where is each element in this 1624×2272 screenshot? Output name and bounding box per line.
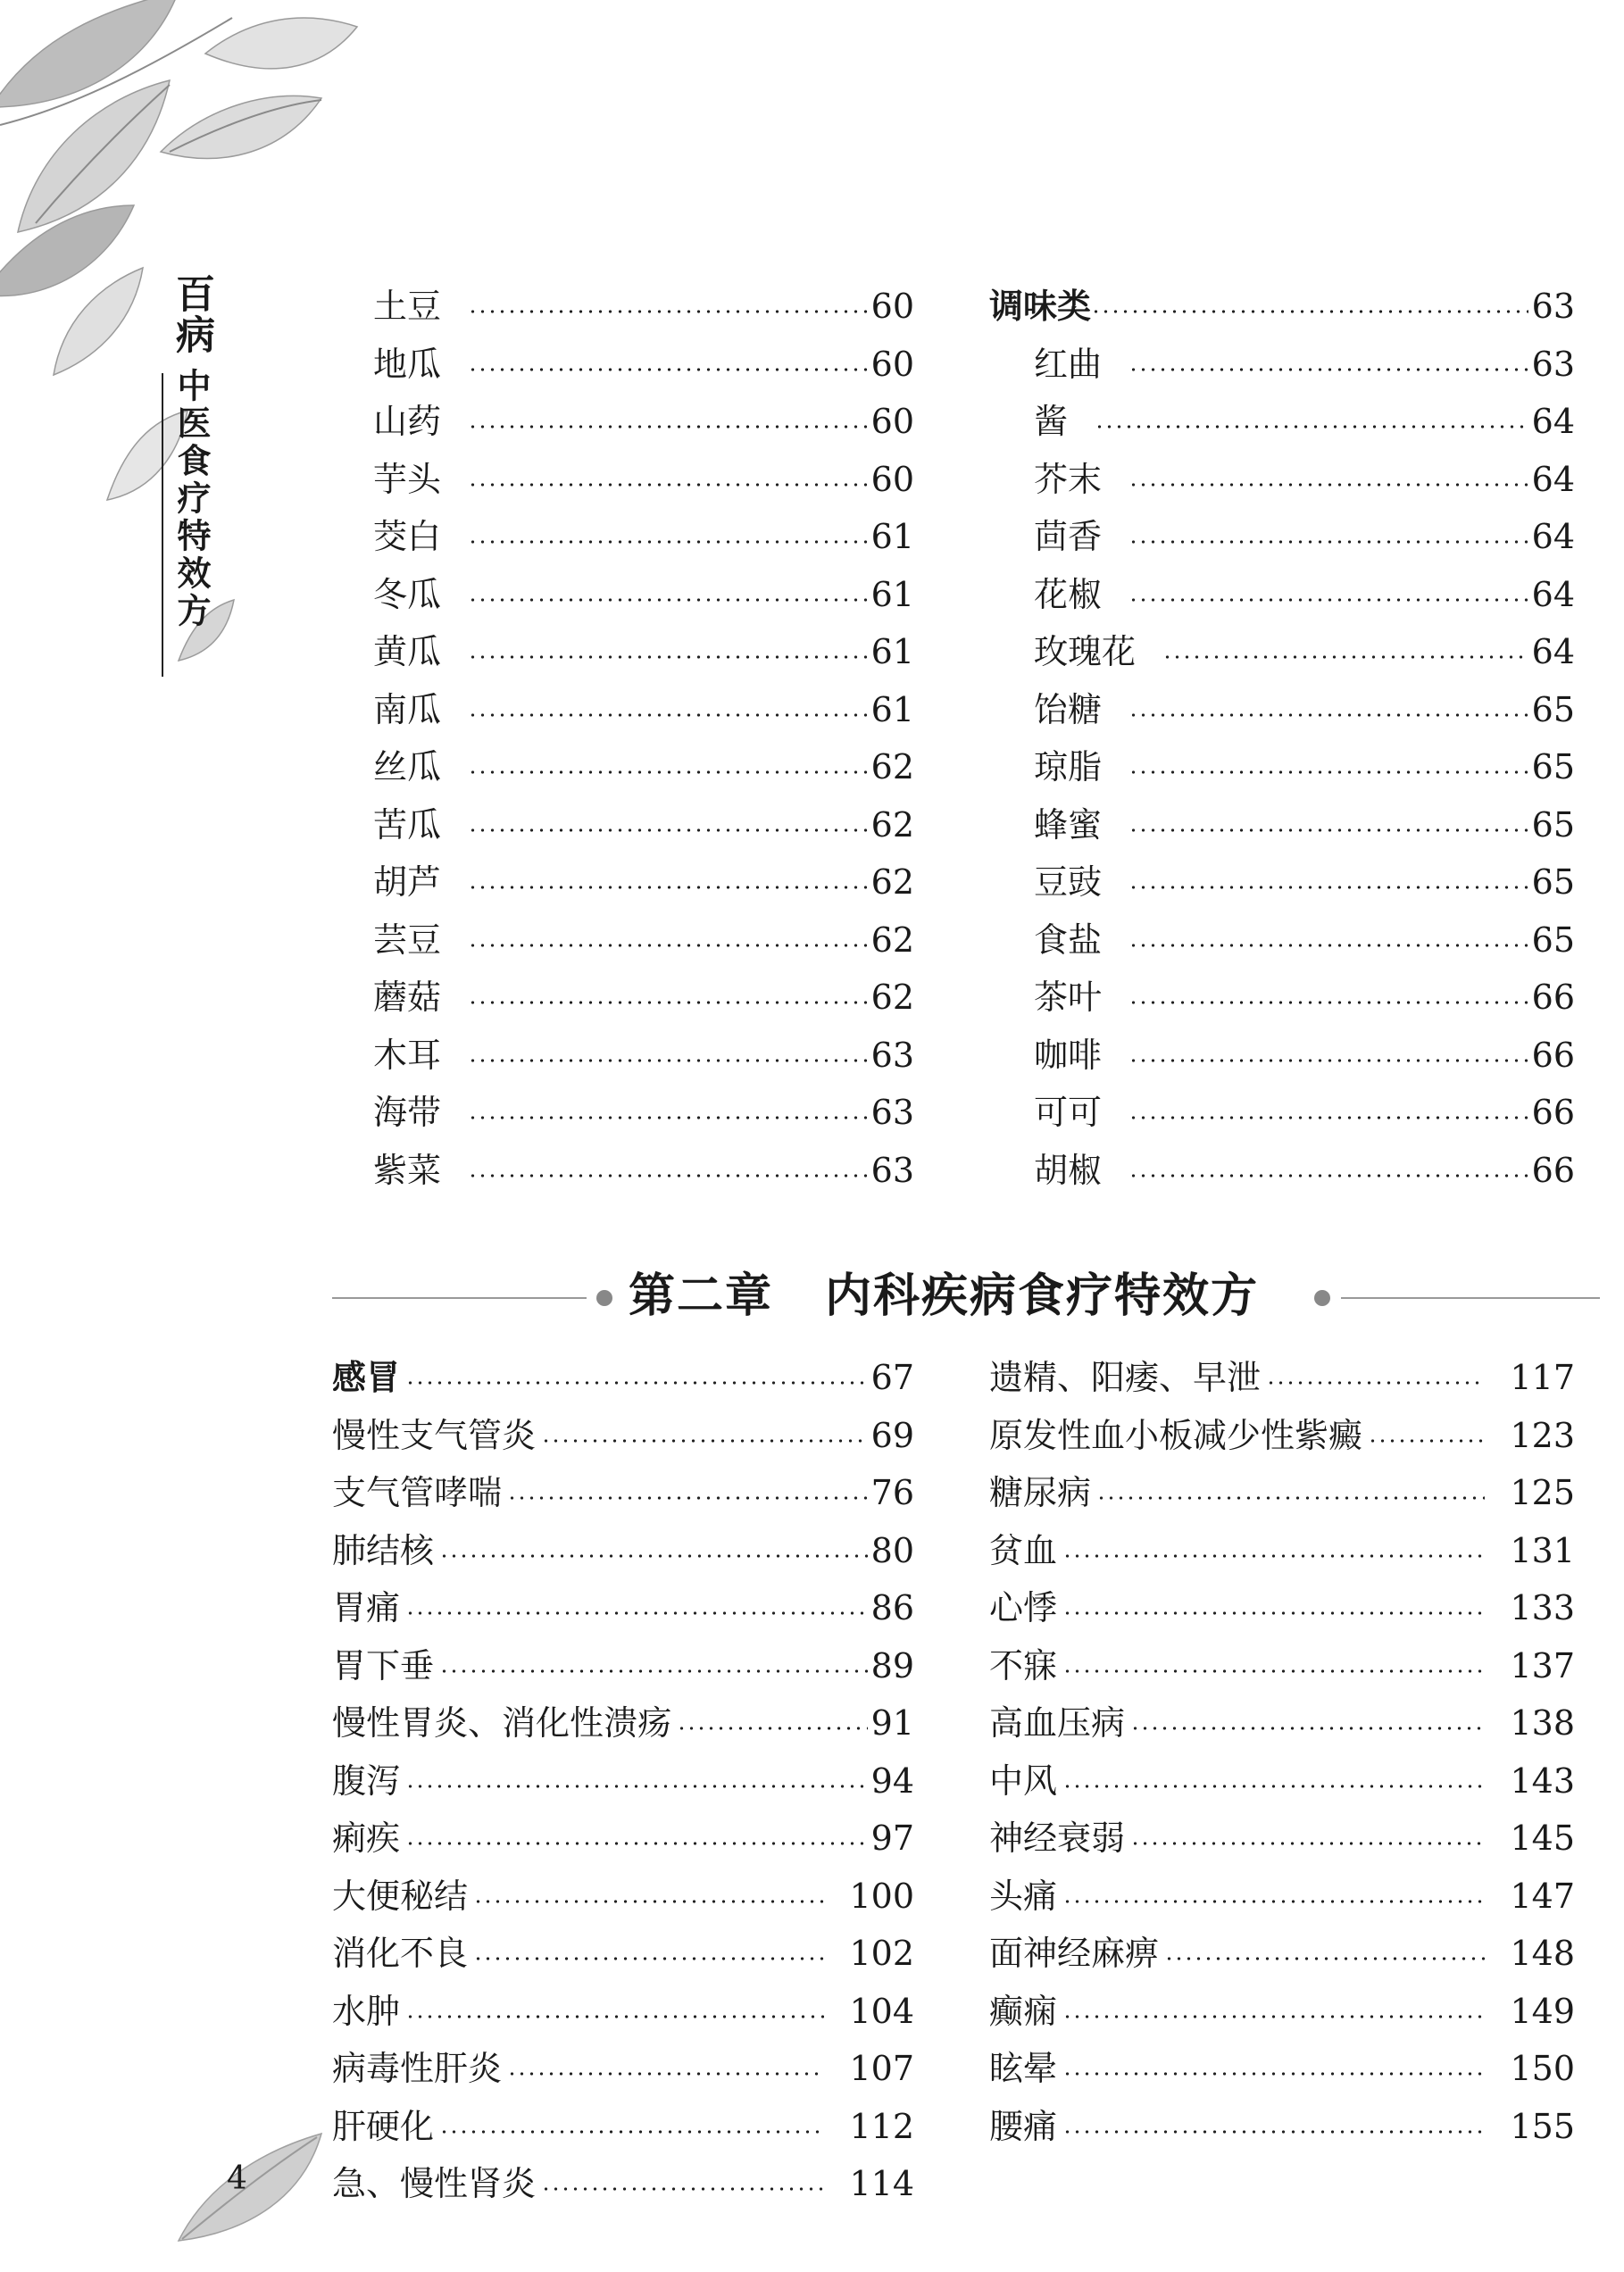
toc-entry-name: 酱 — [1034, 402, 1069, 442]
leader-dots — [1062, 1900, 1485, 1903]
leader-dots — [1128, 713, 1528, 717]
heading-rule-left — [332, 1297, 587, 1299]
leader-dots — [405, 1381, 868, 1385]
leader-dots — [1062, 1669, 1485, 1673]
toc-row[interactable] — [332, 1407, 914, 1465]
toc-entry-name: 豆豉 — [1034, 862, 1103, 903]
toc-entry-name: 大便秘结 — [332, 1876, 469, 1916]
toc-entry-page: 61 — [870, 574, 914, 614]
toc-entry-name: 食盐 — [1034, 920, 1103, 960]
toc-entry-page: 62 — [870, 747, 914, 787]
toc-entry-name: 支气管哮喘 — [332, 1473, 503, 1513]
toc-entry-page: 66 — [1531, 1035, 1575, 1075]
leader-dots — [1128, 368, 1528, 371]
toc-row[interactable] — [989, 566, 1575, 624]
leader-dots — [405, 2015, 824, 2018]
toc-entry-page: 62 — [870, 920, 914, 960]
toc-entry-page: 67 — [870, 1358, 914, 1398]
toc-entry-page: 64 — [1531, 632, 1575, 672]
toc-row[interactable] — [373, 1084, 914, 1142]
toc-row[interactable] — [332, 2155, 914, 2213]
toc-entry-name: 苦瓜 — [373, 804, 442, 845]
toc-row[interactable] — [989, 1349, 1575, 1407]
toc-entry-page: 60 — [870, 344, 914, 384]
toc-entry-name: 蘑菇 — [373, 978, 442, 1018]
toc-entry-name: 糖尿病 — [989, 1473, 1092, 1513]
toc-entry-name: 可可 — [1034, 1093, 1103, 1133]
leader-dots — [1095, 425, 1528, 429]
toc-entry-name: 咖啡 — [1034, 1035, 1103, 1075]
leader-dots — [468, 368, 868, 371]
toc-row[interactable] — [989, 969, 1575, 1027]
toc-entry-page: 117 — [1510, 1358, 1575, 1398]
leader-dots — [468, 598, 868, 602]
toc-entry-page: 149 — [1510, 1991, 1575, 2031]
toc-row[interactable] — [373, 508, 914, 566]
toc-entry-page: 69 — [870, 1415, 914, 1455]
toc-row[interactable] — [989, 1868, 1575, 1926]
leader-dots — [1062, 2072, 1485, 2076]
toc-row[interactable] — [989, 623, 1575, 681]
book-title-sub: 中医食疗特效方 — [171, 368, 211, 630]
toc-entry-name: 不寐 — [989, 1645, 1058, 1685]
leader-dots — [507, 1496, 868, 1500]
toc-entry-name: 癫痫 — [989, 1991, 1058, 2031]
leader-dots — [1128, 828, 1528, 832]
toc-row[interactable] — [332, 1464, 914, 1522]
toc-row[interactable] — [332, 1868, 914, 1926]
leader-dots — [468, 540, 868, 544]
toc-entry-name: 痢疾 — [332, 1818, 401, 1859]
toc-entry-name: 土豆 — [373, 287, 442, 327]
toc-entry-name: 花椒 — [1034, 574, 1103, 614]
toc-row[interactable] — [989, 1027, 1575, 1085]
leader-dots — [1128, 540, 1528, 544]
toc-entry-name: 高血压病 — [989, 1703, 1126, 1744]
leader-dots — [473, 1957, 824, 1960]
toc-column-chapter-right — [989, 1349, 1575, 2155]
toc-row[interactable] — [373, 566, 914, 624]
toc-row[interactable] — [989, 451, 1575, 509]
toc-entry-name: 木耳 — [373, 1035, 442, 1075]
toc-row[interactable] — [989, 1142, 1575, 1200]
leader-dots — [468, 1059, 868, 1062]
toc-row[interactable] — [989, 1983, 1575, 2041]
leader-dots — [468, 655, 868, 659]
toc-row[interactable] — [989, 1522, 1575, 1580]
toc-row[interactable] — [332, 2040, 914, 2098]
toc-entry-name: 腹泻 — [332, 1760, 401, 1801]
leaf-ornament-icon — [170, 2116, 330, 2250]
toc-row[interactable] — [989, 1752, 1575, 1810]
leader-dots — [1062, 1785, 1485, 1788]
toc-row[interactable] — [989, 508, 1575, 566]
toc-row[interactable] — [989, 336, 1575, 394]
leader-dots — [405, 1842, 868, 1845]
toc-entry-page: 148 — [1510, 1934, 1575, 1974]
toc-entry-name: 心悸 — [989, 1588, 1058, 1628]
leader-dots — [541, 2187, 824, 2191]
toc-row[interactable] — [373, 969, 914, 1027]
toc-entry-page: 123 — [1510, 1415, 1575, 1455]
toc-entry-page: 137 — [1510, 1645, 1575, 1685]
chapter-name: 内科疾病食疗特效方 — [825, 1269, 1260, 1323]
toc-row[interactable] — [332, 1810, 914, 1868]
toc-entry-page: 63 — [870, 1150, 914, 1190]
leader-dots — [468, 1174, 868, 1178]
toc-row[interactable] — [373, 738, 914, 796]
leader-dots — [1128, 1116, 1528, 1119]
toc-entry-name: 神经衰弱 — [989, 1818, 1126, 1859]
toc-row[interactable] — [332, 1983, 914, 2041]
toc-entry-name: 地瓜 — [373, 344, 442, 384]
leader-dots — [468, 1116, 868, 1119]
toc-entry-page: 107 — [849, 2049, 914, 2089]
leader-dots — [1266, 1381, 1485, 1385]
toc-row[interactable] — [989, 2040, 1575, 2098]
toc-row[interactable] — [373, 911, 914, 970]
toc-row[interactable] — [332, 1752, 914, 1810]
toc-row[interactable] — [989, 1407, 1575, 1465]
toc-entry-page: 65 — [1531, 920, 1575, 960]
toc-row[interactable] — [989, 2098, 1575, 2156]
toc-entry-name: 玫瑰花 — [1034, 632, 1137, 672]
toc-entry-page: 112 — [849, 2106, 914, 2146]
toc-column-vegetables — [373, 278, 914, 1199]
toc-entry-page: 94 — [870, 1760, 914, 1801]
toc-entry-page: 63 — [1531, 344, 1575, 384]
toc-row[interactable] — [989, 1925, 1575, 1983]
leader-dots — [468, 886, 868, 889]
leader-dots — [439, 1669, 868, 1673]
leader-dots — [1062, 2015, 1485, 2018]
toc-row[interactable] — [989, 1464, 1575, 1522]
leader-dots — [677, 1727, 868, 1730]
toc-row[interactable] — [989, 1579, 1575, 1637]
book-title-main: 百病 — [169, 273, 214, 355]
toc-entry-page: 155 — [1510, 2106, 1575, 2146]
leader-dots — [1128, 598, 1528, 602]
toc-entry-name: 芸豆 — [373, 920, 442, 960]
toc-column-chapter-left — [332, 1349, 914, 2213]
leader-dots — [405, 1611, 868, 1615]
leader-dots — [468, 770, 868, 774]
toc-entry-page: 145 — [1510, 1818, 1575, 1859]
toc-entry-name: 紫菜 — [373, 1150, 442, 1190]
toc-entry-page: 62 — [870, 862, 914, 903]
toc-row[interactable] — [332, 1579, 914, 1637]
toc-row[interactable] — [332, 1637, 914, 1695]
toc-entry-page: 76 — [870, 1473, 914, 1513]
toc-entry-name: 感冒 — [332, 1358, 401, 1398]
toc-entry-name: 病毒性肝炎 — [332, 2049, 503, 2089]
toc-entry-page: 63 — [1531, 287, 1575, 327]
toc-row[interactable] — [373, 796, 914, 854]
toc-row[interactable] — [989, 853, 1575, 911]
toc-row[interactable] — [373, 1027, 914, 1085]
toc-column-seasonings — [989, 278, 1575, 1199]
toc-entry-page: 114 — [849, 2164, 914, 2204]
toc-entry-name: 南瓜 — [373, 689, 442, 729]
toc-entry-name: 原发性血小板减少性紫癜 — [989, 1415, 1363, 1455]
leader-dots — [1062, 2130, 1485, 2134]
leader-dots — [1368, 1439, 1485, 1443]
toc-row[interactable] — [373, 451, 914, 509]
toc-entry-page: 102 — [849, 1934, 914, 1974]
toc-entry-page: 65 — [1531, 804, 1575, 845]
toc-entry-page: 150 — [1510, 2049, 1575, 2089]
chapter-heading — [332, 1261, 1600, 1332]
toc-entry-name: 肝硬化 — [332, 2106, 435, 2146]
toc-entry-name: 琼脂 — [1034, 747, 1103, 787]
toc-row[interactable] — [989, 393, 1575, 451]
chapter-title — [629, 1261, 1259, 1332]
toc-entry-page: 63 — [870, 1035, 914, 1075]
toc-entry-page: 65 — [1531, 862, 1575, 903]
leader-dots — [1128, 1174, 1528, 1178]
leader-dots — [541, 1439, 868, 1443]
toc-entry-name: 慢性胃炎、消化性溃疡 — [332, 1703, 672, 1744]
toc-entry-page: 89 — [870, 1645, 914, 1685]
toc-entry-name: 肺结核 — [332, 1530, 435, 1570]
leader-dots — [1128, 770, 1528, 774]
toc-row[interactable] — [373, 278, 914, 336]
toc-entry-name: 头痛 — [989, 1876, 1058, 1916]
leader-dots — [439, 1554, 868, 1558]
leader-dots — [468, 425, 868, 429]
toc-entry-name: 面神经麻痹 — [989, 1934, 1160, 1974]
toc-entry-page: 97 — [870, 1818, 914, 1859]
chapter-number: 第二章 — [629, 1269, 774, 1323]
side-divider — [162, 373, 163, 677]
leader-dots — [1062, 1611, 1485, 1615]
toc-row[interactable] — [989, 911, 1575, 970]
toc-row[interactable] — [373, 681, 914, 739]
toc-row-seasoning-heading[interactable] — [989, 278, 1575, 336]
toc-row[interactable] — [989, 796, 1575, 854]
toc-entry-page: 64 — [1531, 574, 1575, 614]
toc-row[interactable] — [989, 1810, 1575, 1868]
toc-entry-name: 红曲 — [1034, 344, 1103, 384]
leader-dots — [468, 944, 868, 947]
toc-row[interactable] — [332, 2098, 914, 2156]
leader-dots — [1062, 1554, 1485, 1558]
toc-row[interactable] — [373, 336, 914, 394]
toc-row[interactable] — [332, 1522, 914, 1580]
page-number: 4 — [227, 2160, 247, 2197]
toc-entry-page: 133 — [1510, 1588, 1575, 1628]
heading-rule-right — [1341, 1297, 1600, 1299]
leader-dots — [468, 828, 868, 832]
toc-entry-name: 中风 — [989, 1760, 1058, 1801]
toc-row[interactable] — [373, 623, 914, 681]
toc-entry-page: 62 — [870, 804, 914, 845]
toc-entry-page: 61 — [870, 632, 914, 672]
leader-dots — [1130, 1842, 1485, 1845]
toc-entry-page: 147 — [1510, 1876, 1575, 1916]
toc-entry-page: 63 — [870, 1093, 914, 1133]
toc-entry-name: 调味类 — [989, 287, 1092, 327]
toc-entry-page: 104 — [849, 1991, 914, 2031]
leader-dots — [473, 1900, 824, 1903]
toc-entry-name: 冬瓜 — [373, 574, 442, 614]
toc-entry-page: 91 — [870, 1703, 914, 1744]
toc-entry-page: 138 — [1510, 1703, 1575, 1744]
leader-dots — [468, 483, 868, 487]
toc-entry-page: 61 — [870, 517, 914, 557]
leader-dots — [1128, 886, 1528, 889]
toc-row[interactable] — [373, 853, 914, 911]
toc-row[interactable] — [373, 393, 914, 451]
leader-dots — [1128, 483, 1528, 487]
toc-entry-page: 65 — [1531, 747, 1575, 787]
toc-entry-name: 饴糖 — [1034, 689, 1103, 729]
toc-row[interactable] — [989, 1694, 1575, 1752]
toc-entry-name: 蜂蜜 — [1034, 804, 1103, 845]
toc-entry-name: 胡芦 — [373, 862, 442, 903]
leader-dots — [1096, 1496, 1485, 1500]
toc-entry-name: 腰痛 — [989, 2106, 1058, 2146]
toc-entry-name: 慢性支气管炎 — [332, 1415, 537, 1455]
toc-row[interactable] — [989, 681, 1575, 739]
toc-entry-page: 64 — [1531, 459, 1575, 499]
leader-dots — [468, 1001, 868, 1004]
toc-row[interactable] — [373, 1142, 914, 1200]
toc-entry-name: 海带 — [373, 1093, 442, 1133]
toc-entry-page: 64 — [1531, 517, 1575, 557]
toc-row[interactable] — [332, 1349, 914, 1407]
toc-entry-name: 芋头 — [373, 459, 442, 499]
toc-entry-name: 黄瓜 — [373, 632, 442, 672]
toc-entry-page: 60 — [870, 402, 914, 442]
leader-dots — [1128, 944, 1528, 947]
toc-row[interactable] — [989, 1084, 1575, 1142]
leader-dots — [468, 713, 868, 717]
toc-entry-name: 贫血 — [989, 1530, 1058, 1570]
leader-dots — [1162, 655, 1528, 659]
toc-entry-page: 143 — [1510, 1760, 1575, 1801]
leader-dots — [1130, 1727, 1485, 1730]
toc-row[interactable] — [989, 1637, 1575, 1695]
toc-entry-page: 66 — [1531, 978, 1575, 1018]
toc-entry-page: 60 — [870, 459, 914, 499]
leader-dots — [405, 1785, 868, 1788]
toc-entry-name: 茴香 — [1034, 517, 1103, 557]
toc-entry-page: 80 — [870, 1530, 914, 1570]
toc-entry-page: 131 — [1510, 1530, 1575, 1570]
toc-entry-name: 山药 — [373, 402, 442, 442]
toc-row[interactable] — [332, 1925, 914, 1983]
toc-entry-page: 64 — [1531, 402, 1575, 442]
heading-dot-icon — [596, 1290, 612, 1306]
toc-entry-page: 65 — [1531, 689, 1575, 729]
toc-row[interactable] — [332, 1694, 914, 1752]
toc-entry-name: 芥末 — [1034, 459, 1103, 499]
toc-entry-page: 86 — [870, 1588, 914, 1628]
toc-entry-page: 100 — [849, 1876, 914, 1916]
toc-entry-page: 66 — [1531, 1093, 1575, 1133]
toc-entry-name: 丝瓜 — [373, 747, 442, 787]
toc-entry-name: 水肿 — [332, 1991, 401, 2031]
toc-entry-name: 茭白 — [373, 517, 442, 557]
toc-entry-page: 125 — [1510, 1473, 1575, 1513]
heading-dot-icon — [1314, 1290, 1330, 1306]
toc-entry-page: 66 — [1531, 1150, 1575, 1190]
leader-dots — [439, 2130, 824, 2134]
toc-entry-name: 胡椒 — [1034, 1150, 1103, 1190]
leader-dots — [507, 2072, 824, 2076]
toc-entry-page: 61 — [870, 689, 914, 729]
toc-entry-name: 眩晕 — [989, 2049, 1058, 2089]
leader-dots — [1128, 1001, 1528, 1004]
leader-dots — [468, 310, 868, 313]
leader-dots — [1091, 310, 1528, 313]
toc-row[interactable] — [989, 738, 1575, 796]
toc-entry-name: 急、慢性肾炎 — [332, 2164, 537, 2204]
leader-dots — [1164, 1957, 1485, 1960]
toc-entry-page: 62 — [870, 978, 914, 1018]
toc-entry-page: 60 — [870, 287, 914, 327]
leader-dots — [1128, 1059, 1528, 1062]
toc-entry-name: 胃下垂 — [332, 1645, 435, 1685]
toc-entry-name: 遗精、阳痿、早泄 — [989, 1358, 1262, 1398]
book-title-vertical — [166, 273, 216, 630]
toc-entry-name: 胃痛 — [332, 1588, 401, 1628]
toc-entry-name: 消化不良 — [332, 1934, 469, 1974]
toc-entry-name: 茶叶 — [1034, 978, 1103, 1018]
